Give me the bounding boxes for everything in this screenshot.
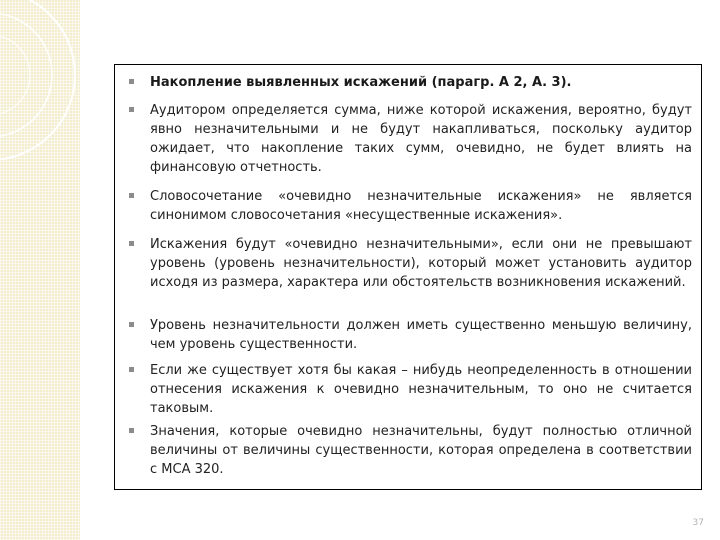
- decorative-side-strip: [0, 0, 80, 540]
- bullet-text: Аудитором определяется сумма, ниже которой искажения, вероятно, будут явно незначительными и не будут накапливаться, поскольку аудитор ожидает, что накопление таких сумм, очевидно, не будет влиять на финансовую отчетность.: [150, 103, 692, 175]
- bullet-marker: [129, 428, 134, 433]
- bullet-text-heading: Накопление выявленных искажений (парагр. А 2, А. 3).: [150, 75, 572, 90]
- bullet-marker: [129, 107, 134, 112]
- bullet-text: Значения, которые очевидно незначительны, будут полностью отличной величины от величины существенности, которая определена в соответствии с МСА 320.: [150, 424, 692, 477]
- bullet-text: Если же существует хотя бы какая – нибудь неопределенность в отношении отнесения искажения к очевидно незначительным, то оно не считается таковым.: [150, 363, 692, 416]
- bullet-text: Словосочетание «очевидно незначительные искажения» не является синонимом словосочетания «несущественные искажения».: [150, 189, 692, 223]
- decorative-arcs: [0, 0, 80, 220]
- bullet-text: Искажения будут «очевидно незначительными», если они не превышают уровень (уровень незначительности), который может установить аудитор исходя из размера, характера или обстоятельств возникновения искажений.: [150, 237, 692, 290]
- bullet-marker: [129, 241, 134, 246]
- bullet-marker: [129, 193, 134, 198]
- page-number: 37: [692, 518, 704, 528]
- bullet-marker: [129, 322, 134, 327]
- bullet-marker: [129, 367, 134, 372]
- bullet-text: Уровень незначительности должен иметь существенно меньшую величину, чем уровень существенности.: [150, 318, 692, 352]
- content-box: [114, 64, 702, 490]
- bullet-marker: [129, 79, 134, 84]
